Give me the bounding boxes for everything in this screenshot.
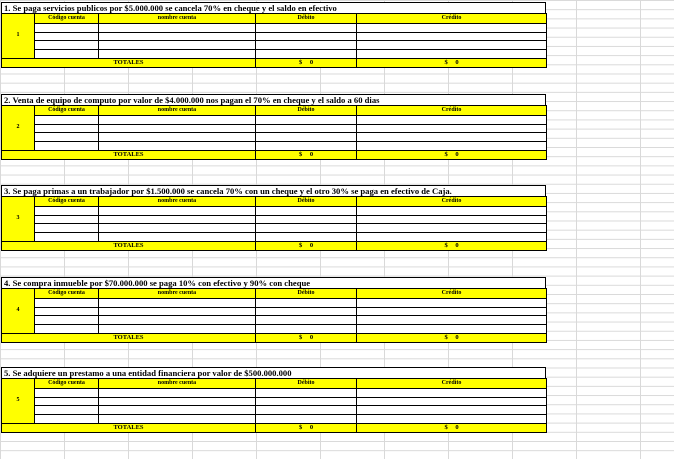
cell[interactable] [357, 415, 547, 424]
cell[interactable] [35, 415, 99, 424]
cell[interactable] [99, 133, 256, 142]
cell[interactable] [35, 207, 99, 216]
cell[interactable] [35, 397, 99, 406]
cell[interactable] [357, 316, 547, 325]
cell[interactable] [256, 389, 357, 398]
totales-label[interactable]: TOTALES [2, 423, 256, 432]
journal-table [1, 378, 547, 433]
cell[interactable] [357, 215, 547, 224]
header-credito[interactable]: Crédito [357, 289, 547, 299]
cell[interactable] [357, 397, 547, 406]
cell[interactable] [35, 32, 99, 41]
total-credito[interactable]: $ 0 [357, 423, 547, 432]
exercise-title[interactable]: 1. Se paga servicios publicos por $5.000.000 se cancela 70% en cheque y el saldo en efectivo [1, 2, 546, 13]
cell[interactable] [357, 406, 547, 415]
cell[interactable] [256, 406, 357, 415]
header-debito[interactable]: Débito [256, 106, 357, 116]
total-debito[interactable]: $ 0 [256, 333, 357, 342]
cell[interactable] [256, 133, 357, 142]
exercise-number-cell[interactable]: 4 [2, 289, 35, 334]
exercise-title[interactable]: 3. Se paga primas a un trabajador por $1.500.000 se cancela 70% con un cheque y el otro 30% se paga en efectivo de Caja. [1, 185, 546, 196]
cell[interactable] [256, 32, 357, 41]
cell[interactable] [357, 233, 547, 242]
cell[interactable] [99, 233, 256, 242]
cell[interactable] [99, 116, 256, 125]
cell[interactable] [35, 406, 99, 415]
cell[interactable] [99, 316, 256, 325]
cell[interactable] [35, 50, 99, 59]
total-debito[interactable]: $ 0 [256, 58, 357, 67]
cell[interactable] [256, 316, 357, 325]
cell[interactable] [99, 389, 256, 398]
cell[interactable] [35, 299, 99, 308]
total-credito[interactable]: $ 0 [357, 150, 547, 159]
cell[interactable] [99, 224, 256, 233]
header-nombre-cuenta[interactable]: nombre cuenta [99, 14, 256, 24]
cell[interactable] [357, 142, 547, 151]
header-codigo-cuenta[interactable]: Código cuenta [35, 14, 99, 24]
cell[interactable] [35, 224, 99, 233]
exercise-number-cell[interactable]: 3 [2, 197, 35, 242]
cell[interactable] [99, 142, 256, 151]
cell[interactable] [256, 307, 357, 316]
exercise-block-4 [1, 277, 546, 349]
cell[interactable] [99, 215, 256, 224]
header-nombre-cuenta[interactable]: nombre cuenta [99, 379, 256, 389]
journal-table [1, 105, 547, 160]
header-credito[interactable]: Crédito [357, 14, 547, 24]
cell[interactable] [256, 50, 357, 59]
cell[interactable] [256, 142, 357, 151]
cell[interactable] [35, 389, 99, 398]
cell[interactable] [357, 32, 547, 41]
header-nombre-cuenta[interactable]: nombre cuenta [99, 106, 256, 116]
header-debito[interactable]: Débito [256, 379, 357, 389]
exercise-title[interactable]: 4. Se compra inmueble por $70.000.000 se paga 10% con efectivo y 90% con cheque [1, 277, 546, 288]
header-codigo-cuenta[interactable]: Código cuenta [35, 289, 99, 299]
cell[interactable] [256, 41, 357, 50]
cell[interactable] [99, 124, 256, 133]
totales-label[interactable]: TOTALES [2, 241, 256, 250]
cell[interactable] [357, 307, 547, 316]
cell[interactable] [256, 397, 357, 406]
header-codigo-cuenta[interactable]: Código cuenta [35, 106, 99, 116]
cell[interactable] [99, 50, 256, 59]
exercise-block-5 [1, 367, 546, 439]
cell[interactable] [99, 41, 256, 50]
header-credito[interactable]: Crédito [357, 379, 547, 389]
cell[interactable] [35, 24, 99, 33]
total-debito[interactable]: $ 0 [256, 150, 357, 159]
cell[interactable] [35, 124, 99, 133]
total-credito[interactable]: $ 0 [357, 241, 547, 250]
cell[interactable] [99, 299, 256, 308]
cell[interactable] [35, 233, 99, 242]
cell[interactable] [357, 116, 547, 125]
cell[interactable] [35, 133, 99, 142]
cell[interactable] [35, 215, 99, 224]
cell[interactable] [35, 41, 99, 50]
exercise-number-cell[interactable]: 1 [2, 14, 35, 59]
header-credito[interactable]: Crédito [357, 106, 547, 116]
totales-label[interactable]: TOTALES [2, 150, 256, 159]
totales-label[interactable]: TOTALES [2, 333, 256, 342]
cell[interactable] [357, 24, 547, 33]
cell[interactable] [256, 233, 357, 242]
header-codigo-cuenta[interactable]: Código cuenta [35, 197, 99, 207]
cell[interactable] [256, 215, 357, 224]
header-codigo-cuenta[interactable]: Código cuenta [35, 379, 99, 389]
header-nombre-cuenta[interactable]: nombre cuenta [99, 197, 256, 207]
exercise-title[interactable]: 5. Se adquiere un prestamo a una entidad financiera por valor de $500.000.000 [1, 367, 546, 378]
cell[interactable] [99, 415, 256, 424]
cell[interactable] [99, 397, 256, 406]
cell[interactable] [35, 325, 99, 334]
journal-table [1, 288, 547, 343]
journal-table [1, 13, 547, 68]
cell[interactable] [99, 207, 256, 216]
exercise-block-2 [1, 94, 546, 166]
cell[interactable] [357, 207, 547, 216]
total-credito[interactable]: $ 0 [357, 58, 547, 67]
cell[interactable] [357, 299, 547, 308]
total-credito[interactable]: $ 0 [357, 333, 547, 342]
cell[interactable] [357, 133, 547, 142]
exercise-number-cell[interactable]: 5 [2, 379, 35, 424]
cell[interactable] [99, 307, 256, 316]
cell[interactable] [256, 415, 357, 424]
cell[interactable] [99, 32, 256, 41]
cell[interactable] [35, 316, 99, 325]
cell[interactable] [35, 116, 99, 125]
totales-label[interactable]: TOTALES [2, 58, 256, 67]
cell[interactable] [256, 207, 357, 216]
cell[interactable] [99, 325, 256, 334]
cell[interactable] [256, 299, 357, 308]
cell[interactable] [99, 24, 256, 33]
cell[interactable] [256, 24, 357, 33]
cell[interactable] [357, 389, 547, 398]
header-nombre-cuenta[interactable]: nombre cuenta [99, 289, 256, 299]
total-debito[interactable]: $ 0 [256, 241, 357, 250]
cell[interactable] [357, 50, 547, 59]
cell[interactable] [357, 124, 547, 133]
cell[interactable] [99, 406, 256, 415]
total-debito[interactable]: $ 0 [256, 423, 357, 432]
cell[interactable] [35, 307, 99, 316]
cell[interactable] [256, 116, 357, 125]
header-debito[interactable]: Débito [256, 14, 357, 24]
header-debito[interactable]: Débito [256, 289, 357, 299]
header-credito[interactable]: Crédito [357, 197, 547, 207]
exercise-number-cell[interactable]: 2 [2, 106, 35, 151]
cell[interactable] [357, 41, 547, 50]
exercise-block-3 [1, 185, 546, 257]
cell[interactable] [357, 224, 547, 233]
exercise-block-1 [1, 2, 546, 74]
exercise-title[interactable]: 2. Venta de equipo de computo por valor de $4.000.000 nos pagan el 70% en cheque y el saldo a 60 dias [1, 94, 546, 105]
cell[interactable] [256, 224, 357, 233]
journal-table [1, 196, 547, 251]
cell[interactable] [35, 142, 99, 151]
cell[interactable] [357, 325, 547, 334]
cell[interactable] [256, 124, 357, 133]
header-debito[interactable]: Débito [256, 197, 357, 207]
cell[interactable] [256, 325, 357, 334]
